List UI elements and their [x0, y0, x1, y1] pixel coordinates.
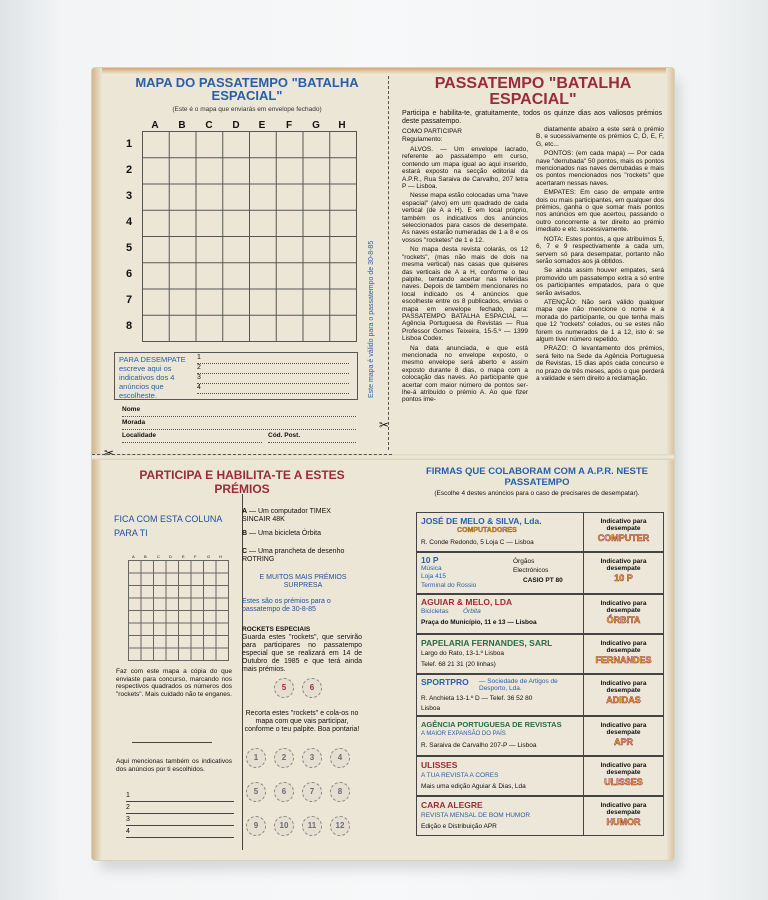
special-rocket-5[interactable]: 5	[274, 678, 294, 698]
ad-4-l1: Largo do Rato, 13-1.º Lisboa	[421, 650, 504, 657]
ad-2-code: 10 P	[614, 573, 633, 583]
rules-regulamento: Regulamento:	[402, 136, 443, 143]
paper-edge-left	[92, 68, 102, 860]
scissors-icon: ✂	[379, 418, 390, 432]
ad-4-indicativo: Indicativo para desempate	[600, 640, 647, 654]
ad-2-r1: Órgãos	[513, 558, 535, 565]
mini-col-b: B	[144, 554, 147, 559]
map-col-h: H	[338, 120, 346, 131]
ad-2-name: 10 P	[421, 555, 439, 565]
map-col-a: A	[151, 120, 159, 131]
prize-b	[242, 530, 352, 538]
map-col-g: G	[312, 120, 320, 131]
ad-2-l2: Loja 415	[421, 573, 446, 580]
rules-pontos: PONTOS: (em cada mapa) — Por cada nave "derrubada" 50 pontos, mais os pontos mencionados nas naves derrubadas e mais os pontos mencionados nos "rockets" que acertaram nessas naves.	[536, 150, 664, 187]
keep-column-title: FICA COM ESTA COLUNA PARA TI	[114, 514, 222, 538]
ad-2-l3: Terminal do Rossio	[421, 582, 477, 589]
map-col-c: C	[205, 120, 213, 131]
rules-title: PASSATEMPO "BATALHA ESPACIAL"	[434, 75, 632, 108]
ad-4-phone: Telef. 68 21 31 (20 linhas)	[421, 661, 496, 668]
rocket-6[interactable]: 6	[274, 782, 294, 802]
rules-nota: NOTA: Estes pontos, a que atribuímos 5, 6, 7 e 9 respectivamente a cada um, servem só para desempatar, portanto não serão somados aos já obtidos.	[536, 235, 664, 265]
desempate-line-1[interactable]: 1	[197, 354, 349, 364]
ad-3-indicativo: Indicativo para desempate	[600, 600, 647, 614]
ad-7-sub: A TUA REVISTA A CORES	[421, 772, 499, 779]
map-col-f: F	[285, 120, 293, 131]
ad-3-l1: Bicicletas	[421, 608, 449, 615]
mini-col-h: H	[219, 554, 222, 559]
rocket-3[interactable]: 3	[302, 748, 322, 768]
ad-6-indicativo: Indicativo para desempate	[600, 722, 647, 736]
ad-1-name: JOSÉ DE MELO & SILVA, Lda.	[421, 516, 542, 526]
rules-column-2	[536, 126, 664, 384]
ad-3-l1b: Órbita	[463, 608, 481, 615]
mention-note: Aqui mencionas também os indicativos dos anúncios por ti escolhidos.	[116, 758, 232, 773]
ad-cara-alegre	[416, 796, 664, 836]
more-prizes: E MUITOS MAIS PRÉMIOS SURPRESA	[259, 574, 347, 589]
map-row-3: 3	[126, 190, 133, 202]
ad-8-indicativo: Indicativo para desempate	[600, 802, 647, 816]
map-col-e: E	[258, 120, 266, 131]
mini-col-d: D	[169, 554, 172, 559]
prize-b-tag: B	[242, 530, 248, 537]
rocket-12[interactable]: 12	[330, 816, 350, 836]
map-row-6: 6	[126, 268, 133, 280]
desempate-line-3[interactable]: 3	[197, 374, 349, 384]
rules-intro: Participa e habilita-te, gratuitamente, todos os quinze dias aos valiosos prémios deste passatempo.	[402, 110, 662, 125]
ad-4-name: PAPELARIA FERNANDES, SARL	[421, 638, 553, 648]
scissors-icon-left: ✂	[104, 446, 115, 460]
rocket-2[interactable]: 2	[274, 748, 294, 768]
ad-6-sub: A MAIOR EXPANSÃO DO PAÍS	[421, 731, 506, 737]
recorta-note: Recorta estes "rockets" e cola-os no mapa com que vais participar, conforme o teu palpite. Boa pontaria!	[244, 710, 360, 733]
ad-8-name: CARA ALEGRE	[421, 800, 483, 810]
desempate-line-4[interactable]: 4	[197, 384, 349, 394]
copy-note: Faz com este mapa a cópia do que enviaste para concurso, marcando nos respectivos quadrados os números dos "rockets". Mais cuidado não te enganes.	[116, 668, 232, 698]
firms-title: FIRMAS QUE COLABORAM COM A A.P.R. NESTE PASSATEMPO	[425, 466, 649, 488]
ad-7-code: ULISSES	[604, 777, 643, 787]
ad-3-code: ÓRBITA	[606, 615, 641, 625]
mini-col-g: G	[207, 554, 211, 559]
rules-nave: Nesse mapa estão colocadas uma "nave espacial" (alvo) em um quadrado de cada vertical (de A a H). E em local próprio, também os indicativos dos anúncios seleccionados para casos de desempate. As naves estarão numeradas de 1 a 8 e os vossos "rocketes" de 1 e 12.	[402, 192, 528, 244]
prizes-title: PARTICIPA E HABILITA-TE A ESTES PRÉMIOS	[139, 468, 345, 496]
rocket-7[interactable]: 7	[302, 782, 322, 802]
ad-papelaria-fernandes	[416, 634, 664, 674]
rules-how-to: COMO PARTICIPAR	[402, 128, 462, 135]
ad-5-code: ADIDAS	[606, 695, 641, 705]
rules-mapa: No mapa desta revista colarás, os 12 "rockets", (mas não mais de dois na mesma vertical) nas casas que quiseres das verticais de A a H, conforme o teu palpite, tentando acertar nas referidas naves. Depois de também mencionares no local indicado os 4 anúncios que escolheste entre os 8 publicados, envias o mapa em envelope fechado, para: PASSATEMPO BATALHA ESPACIAL — Agência Portuguesa de Revistas — Rua Professor Gomes Teixeira, 15-5.º — 1399 Lisboa Codex.	[402, 246, 528, 343]
firms-subtitle: (Escolhe 4 destes anúncios para o caso de precisares de desempatar).	[434, 490, 640, 497]
ad-7-line: Mais uma edição Aguiar & Dias, Lda	[421, 783, 526, 790]
map-col-d: D	[232, 120, 240, 131]
form-localidade[interactable]: Localidade	[122, 432, 262, 443]
ad-aguiar-melo	[416, 594, 664, 634]
battle-map-grid[interactable]	[142, 131, 357, 342]
ad-5-l1: R. Anchieta 13-1.º D — Telef. 36 52 80	[421, 695, 533, 702]
rules-extra: Se ainda assim houver empates, será promovido um passatempo extra a só entre os participantes empatados, para o que serão avisados.	[536, 267, 664, 297]
rocket-8[interactable]: 8	[330, 782, 350, 802]
map-row-2: 2	[126, 164, 133, 176]
rules-column-1	[402, 146, 528, 406]
rules-premios: diatamente abaixo a este será o prémio B, e sucessivamente os prémios C, D, E, F, G, etc...	[536, 126, 664, 148]
ad-1-tag: COMPUTADORES	[457, 527, 517, 534]
map-row-5: 5	[126, 242, 133, 254]
ad-4-code: FERNANDES	[595, 655, 652, 665]
map-validity-note: Este mapa é válido para o passatempo de 30-8-85	[368, 240, 375, 398]
rocket-9[interactable]: 9	[246, 816, 266, 836]
form-nome[interactable]: Nome	[122, 406, 356, 417]
ad-8-sub: REVISTA MENSAL DE BOM HUMOR	[421, 812, 531, 819]
prize-c-text: — Uma prancheta de desenho ROTRING	[242, 548, 345, 563]
map-row-8: 8	[126, 320, 133, 332]
copy-mini-grid[interactable]	[128, 560, 229, 661]
copy-rule	[132, 742, 212, 743]
prize-a	[242, 508, 342, 524]
map-title: MAPA DO PASSATEMPO "BATALHA ESPACIAL"	[135, 75, 359, 103]
mini-col-e: E	[182, 554, 185, 559]
ad-2-r3: CASIO PT 80	[523, 577, 563, 584]
map-subtitle: (Este é o mapa que enviarás em envelope fechado)	[172, 106, 322, 113]
prize-a-text: — Um computador TIMEX SINCAIR 48K	[242, 508, 331, 523]
ad-7-name: ULISSES	[421, 760, 458, 770]
ad-6-address: R. Saraiva de Carvalho 207-P — Lisboa	[421, 742, 537, 749]
rocket-4[interactable]: 4	[330, 748, 350, 768]
ad-5-name: SPORTPRO	[421, 677, 469, 687]
rules-empates: EMPATES: Em caso de empate entre dois ou mais participantes, em qualquer dos prémios, ganha o que somar mais pontos nos anúncios em que acertou, passando o outro concorrente a ter direito ao prémio imediato e etc. sucessivamente.	[536, 189, 664, 234]
map-row-1: 1	[126, 138, 133, 150]
cut-line-horizontal	[92, 454, 392, 455]
ad-1-indicativo: Indicativo para desempate	[600, 518, 647, 532]
prize-a-tag: A	[242, 508, 248, 515]
ad-8-code: HUMOR	[606, 817, 641, 827]
ad-10p	[416, 552, 664, 594]
desempate-box	[114, 352, 358, 400]
mention-line-4[interactable]: 4	[126, 828, 234, 838]
ad-apr	[416, 716, 664, 756]
ad-8-line: Edição e Distribuição APR	[421, 823, 497, 830]
mention-line-3[interactable]: 3	[126, 816, 234, 826]
map-row-7: 7	[126, 294, 133, 306]
ad-2-indicativo: Indicativo para desempate	[600, 558, 647, 572]
mention-line-2[interactable]: 2	[126, 804, 234, 814]
cut-line-vertical	[388, 76, 390, 450]
prizes-validity: Estes são os prémios para o passatempo de 30-8-85	[242, 598, 331, 613]
ad-1-code: COMPUTER	[597, 533, 650, 543]
form-codpost[interactable]: Cód. Post.	[268, 432, 356, 443]
mini-col-f: F	[194, 554, 197, 559]
desempate-line-2[interactable]: 2	[197, 364, 349, 374]
desempate-label: PARA DESEMPATE escreve aqui os indicativos dos 4 anúncios que escolheste.	[119, 355, 186, 400]
form-morada[interactable]: Morada	[122, 419, 356, 430]
paper-edge-right	[666, 68, 674, 860]
special-rocket-6[interactable]: 6	[302, 678, 322, 698]
prize-b-text: — Uma bicicleta Órbita	[249, 530, 321, 537]
rocket-11[interactable]: 11	[302, 816, 322, 836]
rules-atencao: ATENÇÃO: Não será válido qualquer mapa que não mencione o nome e a morada do participante, ou que tenha mais que 12 "rockets" colados, ou se estes não forem os numerados de 1 a 12, isto é: se algum tiver número repetido.	[536, 298, 664, 343]
ad-6-code: APR	[613, 737, 633, 747]
mini-col-a: A	[132, 554, 135, 559]
ad-3-name: AGUIAR & MELO, LDA	[421, 597, 513, 607]
ad-5-sub: — Sociedade de Artigos de Desporto, Lda.	[479, 678, 558, 692]
ad-7-indicativo: Indicativo para desempate	[600, 762, 647, 776]
ad-1-address: R. Conde Redondo, 5 Loja C — Lisboa	[421, 539, 534, 546]
ad-ulisses	[416, 756, 664, 796]
prize-c	[242, 548, 352, 564]
ad-5-city: Lisboa	[421, 705, 441, 712]
ad-3-address: Praça do Município, 11 e 13 — Lisboa	[421, 619, 537, 626]
prize-c-tag: C	[242, 548, 248, 555]
ad-2-l1: Música	[421, 565, 442, 572]
ad-sportpro	[416, 674, 664, 716]
rocket-1[interactable]: 1	[246, 748, 266, 768]
rules-prazo: PRAZO: O levantamento dos prémios, será feito na Sede da Agência Portuguesa de Revistas, 15 dias após cada concurso e no prazo de três meses, após o que perderá a validade e sem direito a reclamação.	[536, 345, 664, 382]
rocket-10[interactable]: 10	[274, 816, 294, 836]
magazine-page	[92, 68, 674, 860]
ad-2-r2: Electrónicos	[513, 567, 549, 574]
ad-5-indicativo: Indicativo para desempate	[600, 680, 647, 694]
ad-6-name: AGÊNCIA PORTUGUESA DE REVISTAS	[421, 720, 562, 729]
mention-line-1[interactable]: 1	[126, 792, 234, 802]
map-col-b: B	[178, 120, 186, 131]
rocket-5[interactable]: 5	[246, 782, 266, 802]
rockets-text: Guarda estes "rockets", que servirão para participares no passatempo especial que se realizará em 14 de Outubro de 1985 e que terá ainda mais prémios.	[242, 634, 362, 673]
rockets-title: ROCKETS ESPECIAIS	[242, 626, 311, 633]
ad-jose-de-melo	[416, 512, 664, 552]
rules-alvos: ALVOS. — Um envelope lacrado, referente ao passatempo em curso, contendo um mapa igual ao aqui inserido, estará exposto na secção editorial da A.P.R., Rua Saraiva de Carvalho, 207 letra P — Lisboa.	[402, 146, 528, 191]
mini-col-c: C	[157, 554, 160, 559]
rules-data: Na data anunciada, e que está mencionada no envelope exposto, o mesmo envelope será aberto e assim exposto durante 8 dias, o mapa com a colocação das naves. Ao participante que acertar com maior número de pontos ser-lhe-á atribuído o prémio A. Ao que fizer pontos ime-	[402, 344, 528, 404]
map-row-4: 4	[126, 216, 133, 228]
